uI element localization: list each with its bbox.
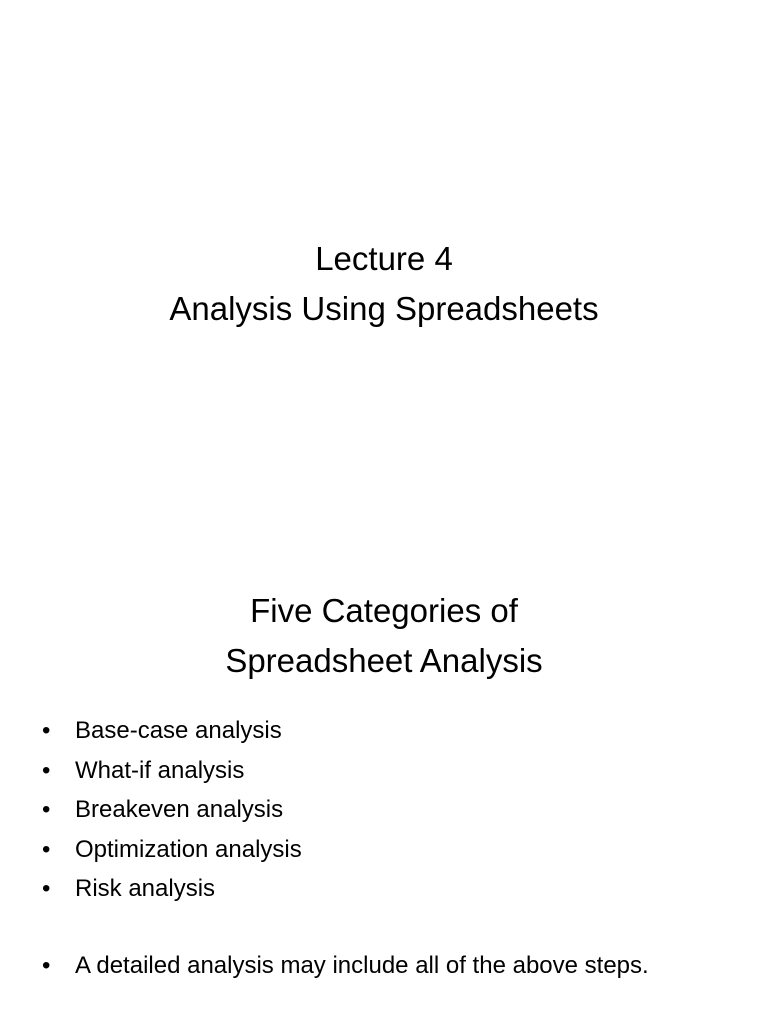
list-item-text: What-if analysis: [75, 756, 245, 784]
slide-title: [0, 586, 768, 686]
bullet-icon: •: [42, 717, 51, 744]
bullet-icon: •: [42, 835, 51, 863]
list-item: [42, 869, 722, 909]
bullet-icon: •: [42, 756, 51, 784]
slide-title-line-2: Spreadsheet Analysis: [225, 642, 543, 679]
list-item-text: Base-case analysis: [75, 717, 282, 744]
category-list: [42, 711, 722, 909]
bullet-icon: •: [42, 796, 51, 823]
slide-title-line-1: Five Categories of: [250, 592, 518, 629]
summary-list: [42, 949, 722, 982]
list-item: [42, 790, 722, 830]
categories-slide: [0, 576, 768, 1024]
bullet-icon: •: [42, 875, 51, 902]
lecture-number: Lecture 4: [315, 240, 453, 277]
list-item-text: Optimization analysis: [75, 835, 302, 863]
list-item: [42, 830, 722, 870]
list-item-text: A detailed analysis may include all of the above steps.: [75, 952, 649, 979]
bullet-icon: •: [42, 952, 51, 979]
list-item-text: Risk analysis: [75, 875, 216, 902]
lecture-title: [0, 234, 768, 334]
list-item: [42, 711, 722, 751]
list-item: [42, 949, 722, 982]
list-item: [42, 751, 722, 791]
list-item-text: Breakeven analysis: [75, 796, 284, 823]
lecture-topic: Analysis Using Spreadsheets: [169, 290, 599, 327]
